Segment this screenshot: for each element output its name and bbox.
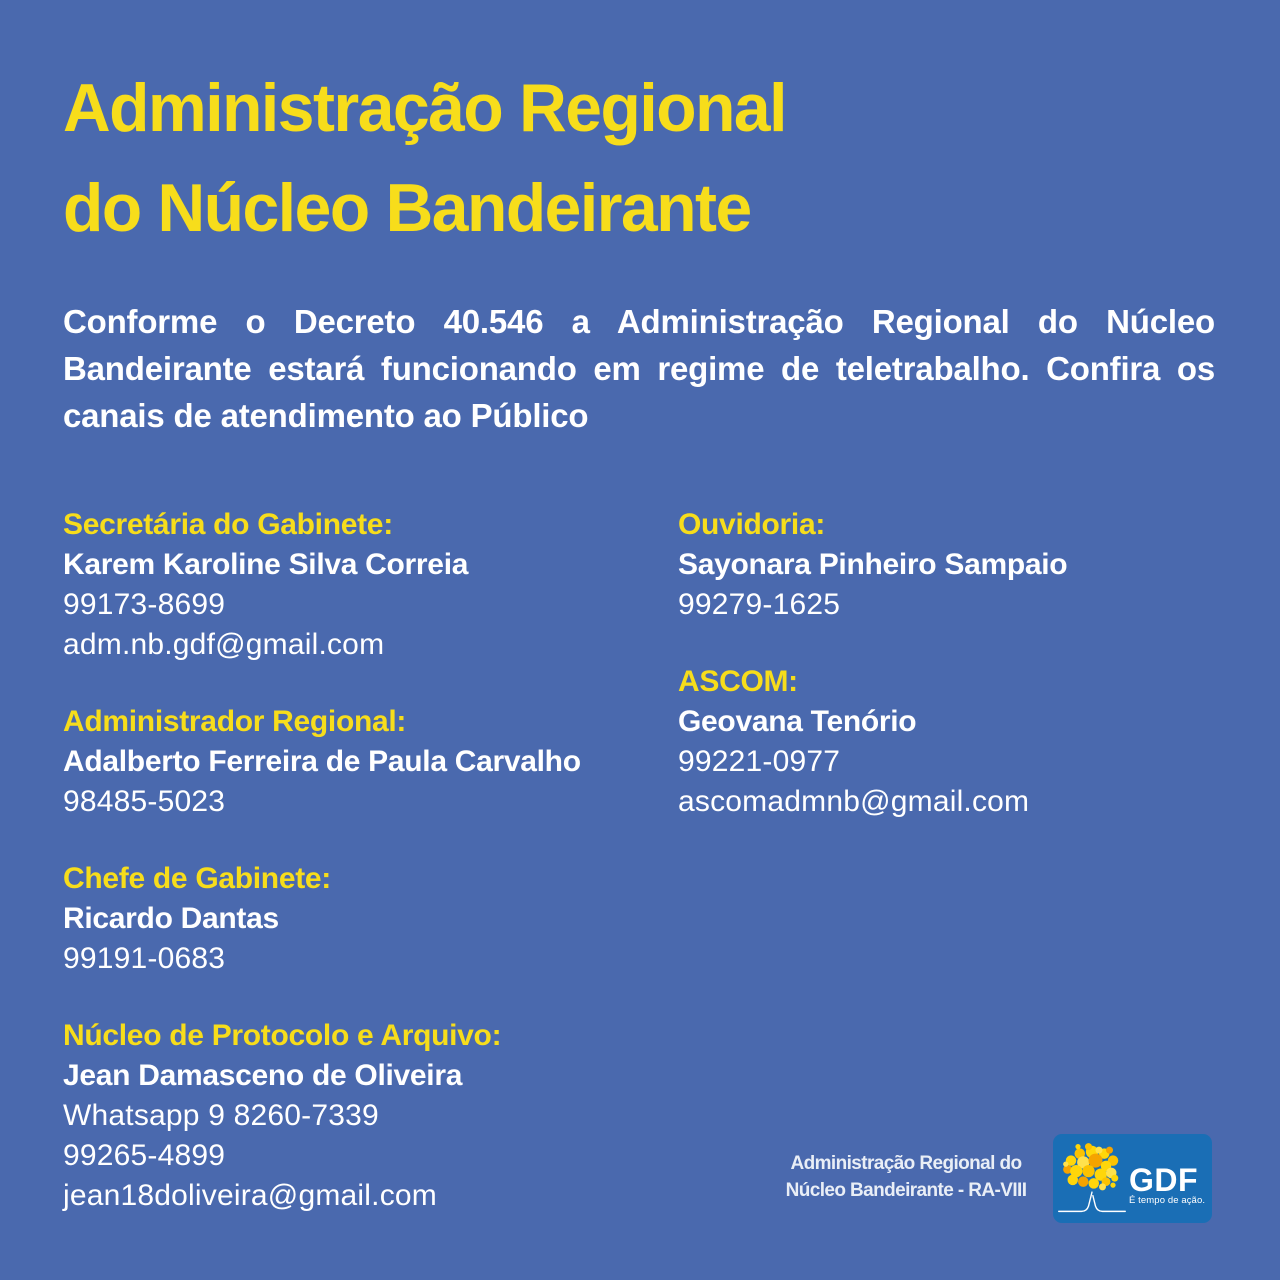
section-title: ASCOM:	[678, 665, 798, 698]
contact-phone: 98485-5023	[63, 785, 226, 818]
contact-column-right	[678, 505, 1238, 859]
section-title: Administrador Regional:	[63, 705, 407, 738]
contact-email: adm.nb.gdf@gmail.com	[63, 628, 385, 661]
section-title: Chefe de Gabinete:	[63, 862, 331, 895]
contact-name: Jean Damasceno de Oliveira	[63, 1059, 463, 1092]
contact-phone: 99279-1625	[678, 588, 841, 621]
contact-whatsapp: Whatsapp 9 8260-7339	[63, 1099, 379, 1132]
section-title: Núcleo de Protocolo e Arquivo:	[63, 1019, 502, 1052]
contact-name: Karem Karoline Silva Correia	[63, 548, 469, 581]
intro-paragraph: Conforme o Decreto 40.546 a Administração Regional do Núcleo Bandeirante estará funcionando em regime de teletrabalho. Confira os canais de atendimento ao Público	[63, 303, 1215, 434]
contact-phone: 99173-8699	[63, 588, 226, 621]
contact-name: Sayonara Pinheiro Sampaio	[678, 548, 1068, 581]
contact-section-protocolo	[63, 1016, 653, 1216]
contact-section-ouvidoria	[678, 505, 1238, 625]
footer-org-line2: Núcleo Bandeirante - RA-VIII	[785, 1180, 1027, 1201]
contact-phone: 99265-4899	[63, 1139, 226, 1172]
footer-org-line1: Administração Regional do	[790, 1153, 1022, 1174]
contact-column-left	[63, 505, 653, 1253]
section-title: Ouvidoria:	[678, 508, 826, 541]
contact-section-administrador	[63, 702, 653, 822]
page-title-line1: Administração Regional	[63, 70, 787, 146]
footer-org-name	[770, 1150, 1042, 1204]
gdf-tagline: É tempo de ação.	[1129, 1194, 1206, 1206]
contact-phone: 99221-0977	[678, 745, 841, 778]
gdf-logo	[1053, 1134, 1212, 1223]
gdf-wordmark: GDF	[1129, 1161, 1199, 1198]
ipe-tree-icon	[1057, 1139, 1127, 1219]
contact-section-ascom	[678, 662, 1238, 822]
contact-section-chefe-gabinete	[63, 859, 653, 979]
contact-section-secretaria	[63, 505, 653, 665]
contact-name: Geovana Tenório	[678, 705, 917, 738]
contact-name: Ricardo Dantas	[63, 902, 279, 935]
contact-email: ascomadmnb@gmail.com	[678, 785, 1030, 818]
page-title	[63, 58, 786, 258]
page-title-line2: do Núcleo Bandeirante	[63, 170, 751, 246]
contact-phone: 99191-0683	[63, 942, 226, 975]
contact-name: Adalberto Ferreira de Paula Carvalho	[63, 745, 581, 778]
gdf-text-block	[1129, 1161, 1206, 1207]
section-title: Secretária do Gabinete:	[63, 508, 393, 541]
contact-email: jean18doliveira@gmail.com	[63, 1179, 437, 1212]
